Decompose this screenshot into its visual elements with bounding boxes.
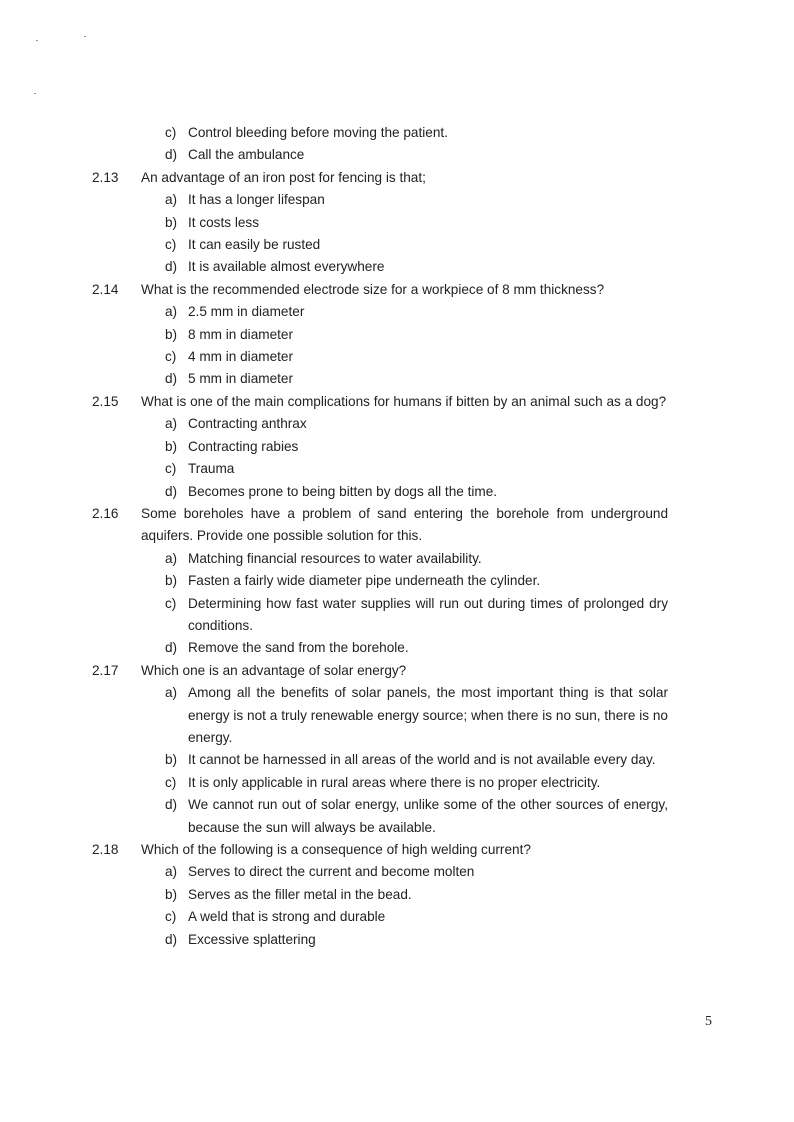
option-text: Excessive splattering: [188, 931, 316, 947]
answer-option: [165, 234, 668, 256]
answer-option: [165, 637, 668, 659]
option-letter: c): [165, 595, 177, 611]
option-letter: d): [165, 931, 178, 947]
scan-speck: [36, 40, 38, 41]
scan-speck: [84, 36, 86, 37]
option-text: It has a longer lifespan: [188, 192, 325, 208]
option-text: It cannot be harnessed in all areas of the world and is not available every day.: [188, 752, 656, 768]
question-text: What is one of the main complications for humans if bitten by an animal such as a dog?: [141, 393, 667, 409]
option-letter: a): [165, 416, 178, 432]
option-letter: d): [165, 371, 178, 387]
question-text: Which one is an advantage of solar energy?: [141, 662, 407, 678]
option-text: 8 mm in diameter: [188, 326, 294, 342]
question-text: What is the recommended electrode size for a workpiece of 8 mm thickness?: [141, 281, 605, 297]
answer-option: [165, 301, 668, 323]
option-letter: c): [165, 237, 177, 253]
option-letter: a): [165, 192, 178, 208]
option-text: It costs less: [188, 214, 260, 230]
option-text: 2.5 mm in diameter: [188, 304, 305, 320]
answer-option: [165, 189, 668, 211]
answer-option: [165, 794, 668, 839]
option-letter: b): [165, 752, 178, 768]
question-number: 2.18: [92, 842, 119, 857]
option-text: Remove the sand from the borehole.: [188, 640, 409, 656]
option-text: Control bleeding before moving the patient.: [188, 125, 448, 140]
answer-option: [165, 346, 668, 368]
option-text: 5 mm in diameter: [188, 371, 294, 387]
option-letter: c): [165, 909, 177, 925]
option-letter: a): [165, 864, 178, 880]
question: [92, 839, 668, 861]
option-letter: b): [165, 438, 178, 454]
option-text: Fasten a fairly wide diameter pipe underneath the cylinder.: [188, 573, 541, 589]
option-text: 4 mm in diameter: [188, 349, 294, 365]
option-letter: b): [165, 573, 178, 589]
option-letter: d): [165, 483, 178, 499]
answer-option: [165, 861, 668, 883]
answer-option: [165, 458, 668, 480]
answer-option: [165, 906, 668, 928]
answer-option: [165, 256, 668, 278]
answer-option: [165, 481, 668, 503]
option-letter: a): [165, 304, 178, 320]
question-number: 2.16: [92, 505, 119, 521]
option-text: A weld that is strong and durable: [188, 909, 386, 925]
option-text: It is only applicable in rural areas where there is no proper electricity.: [188, 774, 601, 790]
question: [92, 503, 668, 548]
answer-option: [165, 212, 668, 234]
answer-option: [165, 368, 668, 390]
scan-speck: [34, 93, 36, 94]
question-number: 2.17: [92, 662, 119, 678]
option-text: Among all the benefits of solar panels, the most important thing is that solar energy is not a truly renewable energy source; when there is no sun, there is no energy.: [188, 685, 668, 745]
option-letter: b): [165, 214, 178, 230]
option-letter: d): [165, 147, 178, 163]
option-text: Contracting anthrax: [188, 416, 307, 432]
option-text: It can easily be rusted: [188, 237, 321, 253]
answer-option: [165, 122, 668, 144]
answer-option: [165, 436, 668, 458]
question-text: Some boreholes have a problem of sand entering the borehole from underground aquifers. Provide one possible solution for this.: [141, 505, 668, 544]
option-letter: b): [165, 326, 178, 342]
question-text: Which of the following is a consequence of high welding current?: [141, 842, 531, 857]
option-text: Serves as the filler metal in the bead.: [188, 886, 412, 902]
option-letter: d): [165, 640, 178, 656]
answer-option: [165, 570, 668, 592]
question-text: An advantage of an iron post for fencing is that;: [141, 169, 426, 185]
option-letter: c): [165, 461, 177, 477]
option-text: Determining how fast water supplies will run out during times of prolonged dry conditions.: [188, 595, 668, 633]
option-text: Becomes prone to being bitten by dogs all the time.: [188, 483, 498, 499]
page-number: 5: [705, 1014, 712, 1029]
option-text: Matching financial resources to water availability.: [188, 550, 482, 566]
question-list: [92, 122, 668, 951]
question-number: 2.15: [92, 393, 119, 409]
option-text: Contracting rabies: [188, 438, 299, 454]
option-letter: d): [165, 259, 178, 275]
answer-option: [165, 548, 668, 570]
answer-option: [165, 749, 668, 771]
option-text: Trauma: [188, 461, 235, 477]
question: [92, 279, 668, 301]
option-text: Serves to direct the current and become molten: [188, 864, 475, 880]
option-letter: a): [165, 685, 178, 701]
answer-option: [165, 324, 668, 346]
answer-option: [165, 929, 668, 951]
option-letter: c): [165, 349, 177, 365]
question-number: 2.14: [92, 281, 119, 297]
question-number: 2.13: [92, 169, 119, 185]
answer-option: [165, 884, 668, 906]
answer-option: [165, 772, 668, 794]
option-text: Call the ambulance: [188, 147, 305, 163]
option-text: It is available almost everywhere: [188, 259, 385, 275]
question: [92, 391, 668, 413]
answer-option: [165, 413, 668, 435]
answer-option: [165, 593, 668, 638]
option-letter: c): [165, 774, 177, 790]
option-letter: d): [165, 797, 178, 813]
question: [92, 660, 668, 682]
option-letter: a): [165, 550, 178, 566]
option-letter: c): [165, 125, 177, 140]
answer-option: [165, 144, 668, 166]
option-letter: b): [165, 886, 178, 902]
question: [92, 167, 668, 189]
answer-option: [165, 682, 668, 749]
option-text: We cannot run out of solar energy, unlike some of the other sources of energy, because the sun will always be available.: [188, 797, 668, 835]
